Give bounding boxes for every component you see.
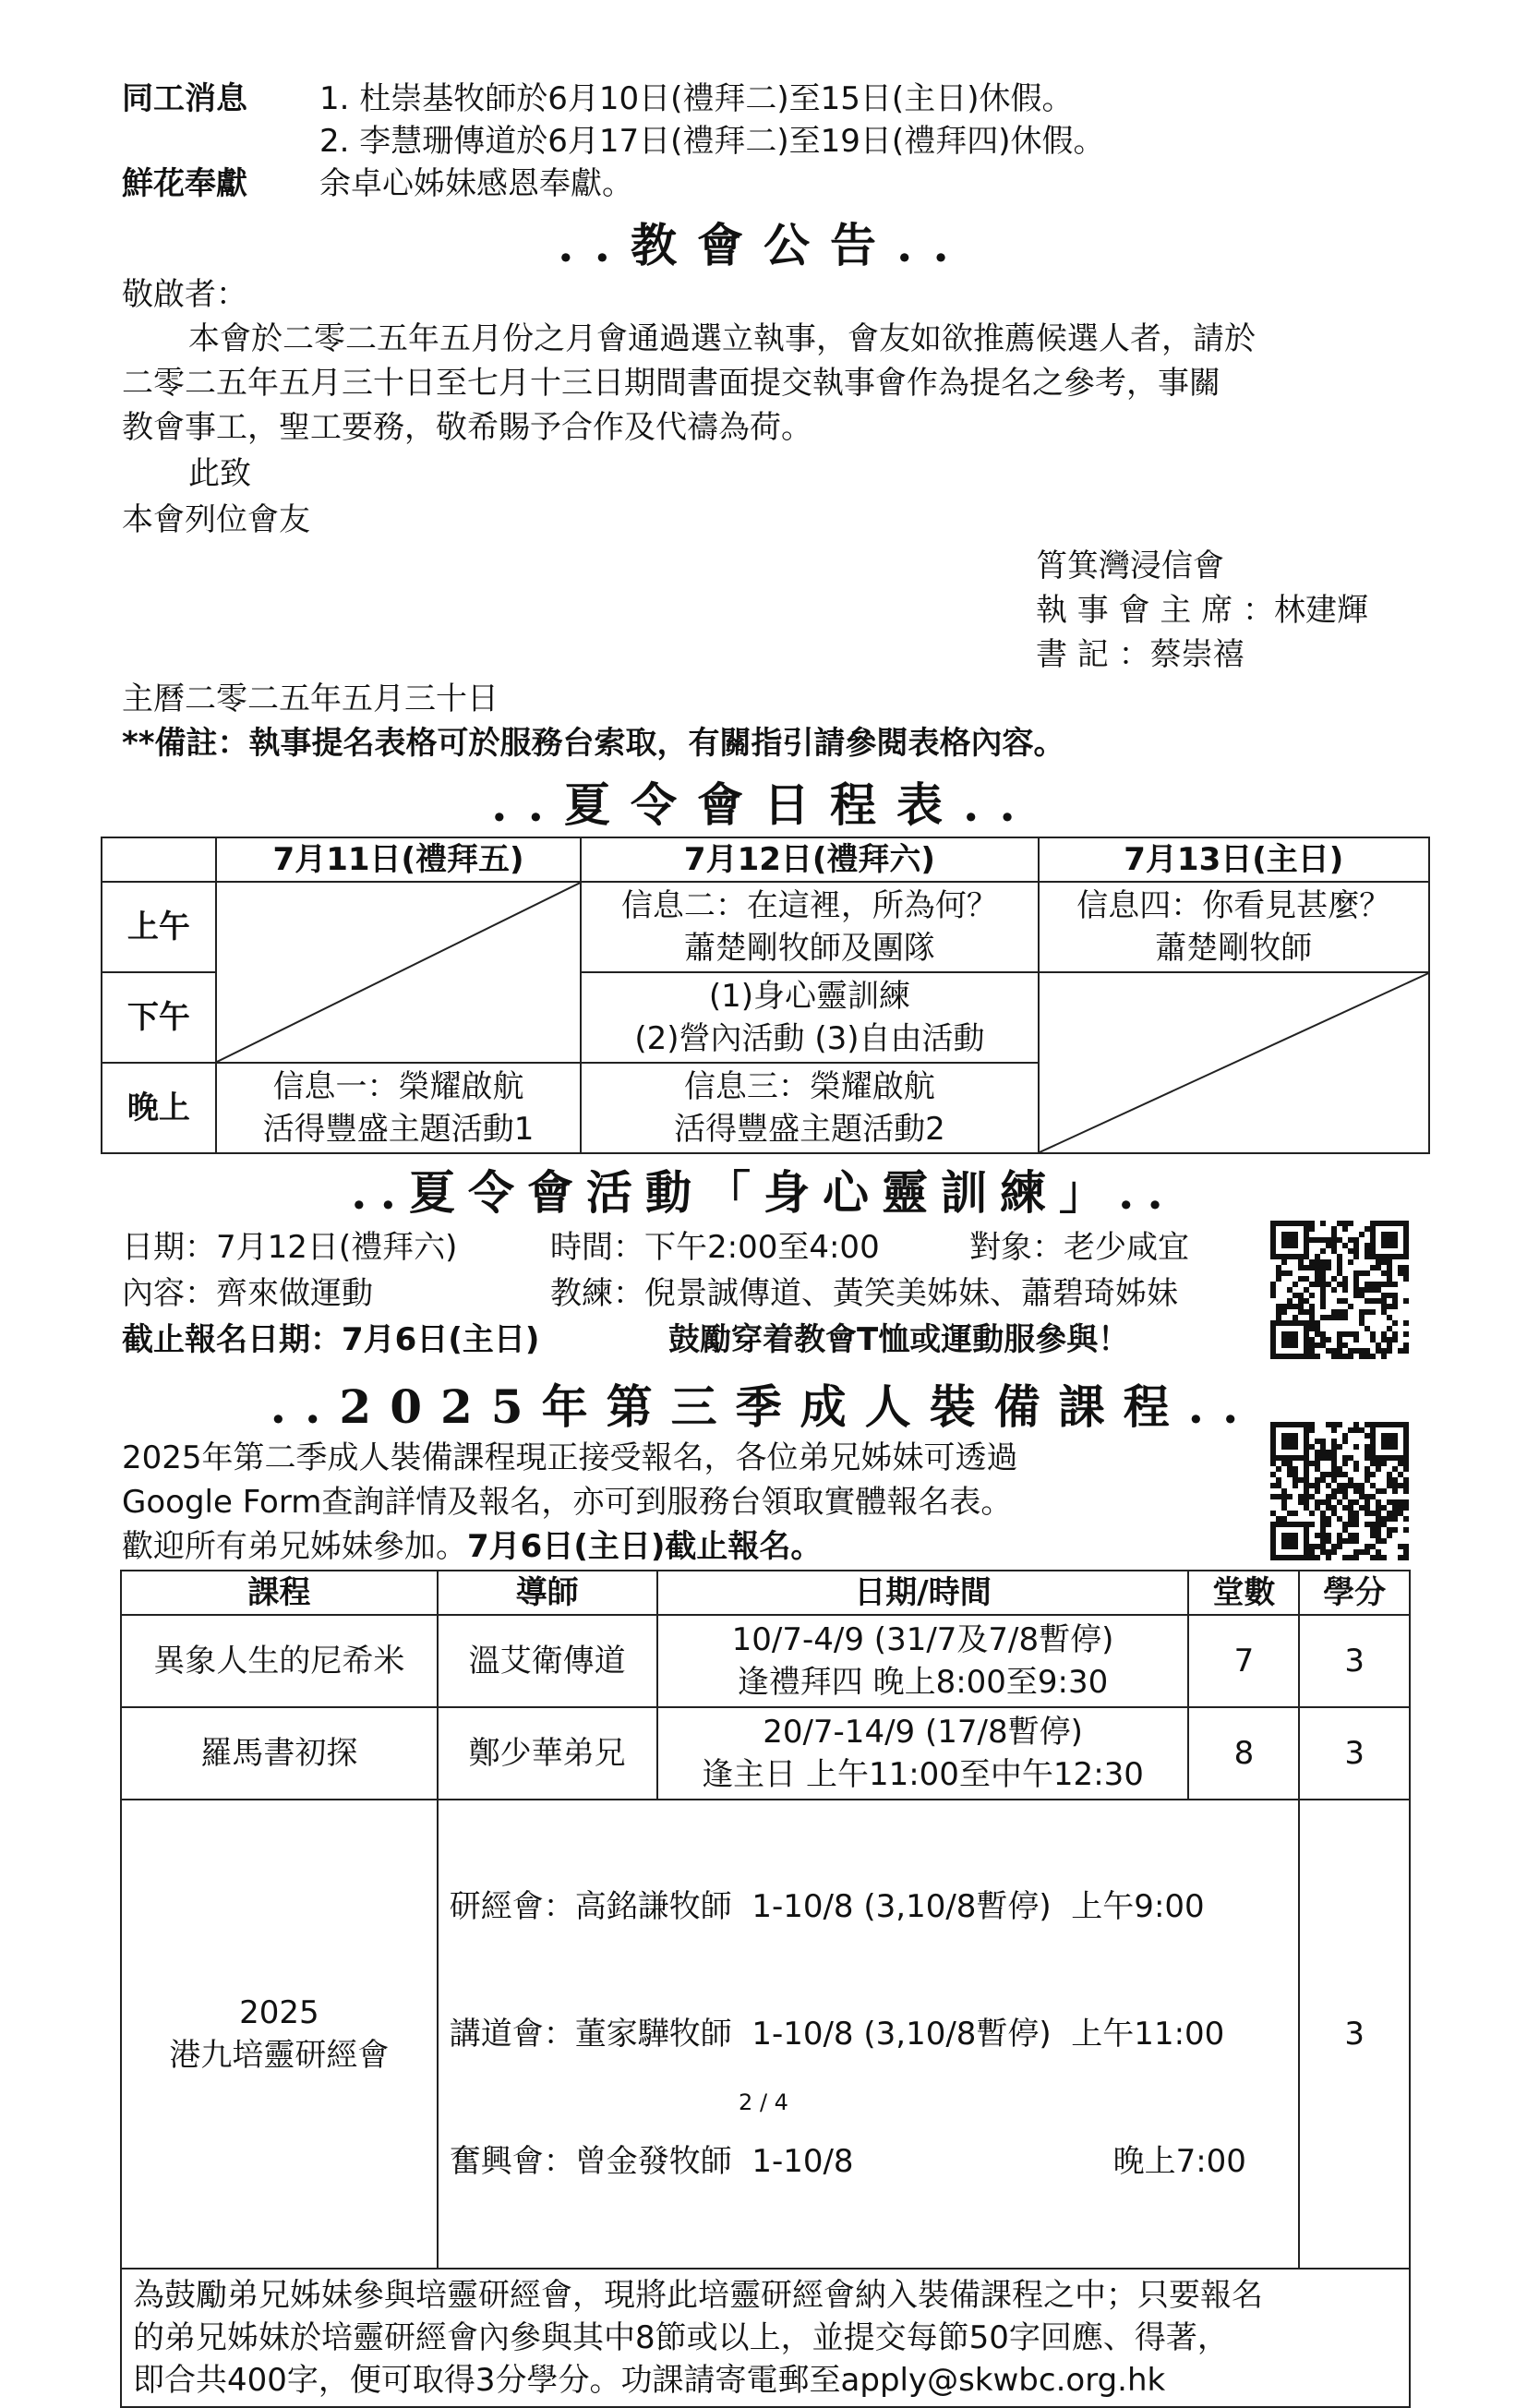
camp-schedule-table [101,837,1430,1154]
qr-module [1270,1293,1276,1298]
qr-module [1392,1488,1398,1494]
activity-content: 內容：齊來做運動 [122,1275,373,1312]
schedule-day-fri: 7月11日(禮拜五) [216,837,581,882]
course-time-line-1: 10/7-4/9 (31/7及7/8暫停) [731,1621,1114,1658]
sun-morning-line-2: 蕭楚剛牧師 [1155,930,1313,967]
course-credits: 3 [1299,1707,1410,1800]
qr-module [1326,1555,1331,1560]
qr-module [1370,1354,1376,1359]
course-time [657,1615,1189,1707]
qr-module [1293,1282,1298,1287]
schedule-row-afternoon: 下午 [102,972,216,1063]
sat-evening-line-1: 信息三：榮耀啟航 [683,1068,935,1105]
table-row [121,1800,1410,2269]
qr-module [1309,1427,1315,1433]
announcement-date: 主曆二零二五年五月三十日 [122,680,499,717]
qr-module [1403,1320,1409,1326]
qr-module [1342,1226,1348,1232]
table-row [121,1615,1410,1707]
chair-signature: 執 事 會 主 席 ：林建輝 [1036,592,1369,629]
qr-module [1392,1320,1398,1326]
qr-module [1337,1444,1342,1450]
activity-coach: 教練：倪景誠傳道、黃笑美姊妹、蕭碧琦姊妹 [550,1275,1178,1312]
qr-module [1403,1488,1409,1494]
qr-module [1353,1522,1359,1527]
course-time-line-2: 逢主日 上午11:00至中午12:30 [702,1756,1144,1793]
course-teacher: 溫艾衛傳道 [438,1615,657,1707]
courses-intro-deadline: 7月6日(主日)截止報名。 [467,1528,823,1565]
courses-intro-plain: 歡迎所有弟兄姊妹參加。 [122,1528,467,1565]
announcement-body-1: 本會於二零二五年五月份之月會通過選立執事，會友如欲推薦候選人者，請於 [188,320,1256,357]
qr-module [1348,1304,1353,1309]
camp-schedule-heading: ..夏令會日程表.. [491,777,1036,832]
qr-module [1381,1354,1387,1359]
qr-module [1331,1287,1337,1293]
courses-footnote [121,2269,1410,2407]
qr-module [1365,1270,1370,1276]
staff-news-label: 同工消息 [122,80,247,117]
sat-afternoon-line-1: (1)身心靈訓練 [708,978,911,1015]
convention-line-3: 奮興會：曾金發牧師 1-10/8 晚上7:00 [449,2143,1246,2180]
qr-module [1353,1444,1359,1450]
qr-module [1320,1221,1326,1226]
secretary-signature: 書 記 ：蔡崇禧 [1036,636,1244,673]
schedule-row-morning: 上午 [102,882,216,972]
convention-name [121,1800,438,2269]
qr-module [1392,1516,1398,1522]
qr-module [1403,1348,1409,1354]
qr-module [1315,1354,1320,1359]
course-name: 羅馬書初探 [121,1707,438,1800]
qr-module [1348,1354,1353,1359]
col-course: 課程 [121,1571,438,1615]
courses-table [120,1570,1411,2408]
qr-module [1381,1488,1387,1494]
qr-module [1342,1315,1348,1320]
activity-qr-code[interactable] [1270,1221,1409,1359]
qr-module [1370,1472,1376,1477]
schedule-day-sun: 7月13日(主日) [1039,837,1429,882]
qr-module [1281,1259,1287,1265]
qr-module [1403,1466,1409,1472]
course-time-line-1: 20/7-14/9 (17/8暫停) [763,1714,1083,1751]
announcement-body-3: 教會事工，聖工要務，敬希賜予合作及代禱為荷。 [122,409,812,446]
schedule-sat-afternoon [581,972,1038,1063]
course-time-line-2: 逢禮拜四 晚上8:00至9:30 [737,1664,1109,1701]
course-sessions: 7 [1188,1615,1299,1707]
qr-module [1403,1331,1409,1337]
courses-qr-code[interactable] [1270,1422,1409,1560]
qr-module [1326,1337,1331,1342]
qr-module [1309,1511,1315,1516]
course-credits: 3 [1299,1615,1410,1707]
page-number: 2 / 4 [739,2089,788,2115]
convention-line-2: 講道會：董家驊牧師 1-10/8 (3,10/8暫停) 上午11:00 [449,2016,1225,2053]
qr-module [1348,1221,1353,1226]
activity-target: 對象：老少咸宜 [969,1229,1189,1266]
qr-module [1403,1527,1409,1533]
footnote-line-2: 的弟兄姊妹於培靈研經會內參與其中8節或以上，並提交每節50字回應、得著， [133,2319,1229,2356]
convention-details [438,1800,1300,2269]
col-credits: 學分 [1299,1571,1410,1615]
qr-module [1293,1544,1298,1549]
qr-module [1276,1276,1281,1282]
activity-time: 時間：下午2:00至4:00 [550,1229,880,1266]
qr-module [1392,1444,1398,1450]
schedule-corner [102,837,216,882]
qr-module [1353,1337,1359,1342]
qr-module [1392,1527,1398,1533]
schedule-row-evening: 晚上 [102,1063,216,1153]
course-time [657,1707,1189,1800]
col-sessions: 堂數 [1188,1571,1299,1615]
qr-module [1331,1427,1337,1433]
schedule-sun-empty [1039,972,1429,1153]
qr-module [1293,1483,1298,1488]
sun-morning-line-1: 信息四：你看見甚麼？ [1076,887,1391,924]
qr-module [1326,1265,1331,1270]
qr-module [1353,1538,1359,1544]
table-row [121,1707,1410,1800]
flowers-label: 鮮花奉獻 [122,165,247,202]
course-teacher: 鄭少華弟兄 [438,1707,657,1800]
qr-module [1381,1538,1387,1544]
qr-module [1309,1226,1315,1232]
qr-module [1342,1439,1348,1444]
schedule-fri-evening [216,1063,581,1153]
qr-module [1276,1466,1281,1472]
qr-module [1403,1505,1409,1511]
flowers-text: 余卓心姊妹感恩奉獻。 [319,165,633,202]
qr-module [1315,1555,1320,1560]
course-name: 異象人生的尼希米 [121,1615,438,1707]
qr-module [1392,1243,1398,1248]
qr-module [1287,1270,1293,1276]
col-teacher: 導師 [438,1571,657,1615]
qr-module [1353,1254,1359,1259]
convention-name-line-1: 2025 [239,1994,319,2031]
schedule-fri-empty [216,882,581,1063]
qr-module [1403,1516,1409,1522]
qr-module [1281,1309,1287,1315]
qr-module [1320,1248,1326,1254]
announcement-heading: ..教會公告.. [558,218,969,272]
camp-activity-heading: ..夏令會活動「身心靈訓練」.. [351,1165,1176,1220]
qr-module [1392,1337,1398,1342]
qr-module [1320,1304,1326,1309]
staff-news-item-1: 1. 杜崇基牧師於6月10日(禮拜二)至15日(主日)休假。 [319,80,1074,117]
qr-module [1359,1232,1365,1237]
salutation: 敬啟者： [122,276,247,313]
activity-encourage: 鼓勵穿着教會T恤或運動服參與！ [668,1321,1130,1358]
qr-module [1348,1259,1353,1265]
courses-intro-3 [122,1525,822,1568]
qr-module [1387,1348,1392,1354]
qr-module [1370,1309,1376,1315]
church-name: 筲箕灣浸信會 [1036,548,1224,584]
qr-module [1353,1466,1359,1472]
courses-intro-1: 2025年第二季成人裝備課程現正接受報名，各位弟兄姊妹可透過 [122,1439,1018,1476]
sat-afternoon-line-2: (2)營內活動 (3)自由活動 [634,1020,985,1057]
qr-module [1287,1494,1293,1499]
course-sessions: 8 [1188,1707,1299,1800]
qr-module [1293,1342,1298,1348]
qr-module [1293,1444,1298,1450]
qr-module [1309,1293,1315,1298]
schedule-sun-morning [1039,882,1429,972]
schedule-sat-morning [581,882,1038,972]
qr-module [1315,1488,1320,1494]
qr-module [1403,1555,1409,1560]
qr-module [1293,1243,1298,1248]
qr-module [1381,1555,1387,1560]
footnote-line-1: 為鼓勵弟兄姊妹參與培靈研經會，現將此培靈研經會納入裝備課程之中；只要報名 [133,2277,1263,2314]
qr-module [1403,1254,1409,1259]
staff-news-item-2: 2. 李慧珊傳道於6月17日(禮拜二)至19日(禮拜四)休假。 [319,123,1105,160]
announcement-note: **備註：執事提名表格可於服務台索取，有關指引請參閱表格內容。 [122,725,1065,762]
qr-module [1337,1422,1342,1427]
qr-module [1326,1522,1331,1527]
courses-intro-2: Google Form查詢詳情及報名，亦可到服務台領取實體報名表。 [122,1484,1013,1521]
qr-module [1376,1466,1381,1472]
activity-deadline: 截止報名日期：7月6日(主日) [122,1321,540,1358]
qr-module [1381,1461,1387,1466]
fri-evening-line-2: 活得豐盛主題活動1 [262,1111,535,1148]
qr-module [1342,1287,1348,1293]
qr-module [1331,1549,1337,1555]
convention-line-1: 研經會：高銘謙牧師 1-10/8 (3,10/8暫停) 上午9:00 [449,1888,1205,1925]
recipient: 本會列位會友 [122,501,310,538]
qr-module [1337,1544,1342,1549]
activity-date: 日期：7月12日(禮拜六) [122,1229,458,1266]
courses-heading: ..2025年第三季成人裝備課程.. [270,1379,1257,1434]
qr-module [1353,1555,1359,1560]
qr-module [1293,1511,1298,1516]
schedule-sat-evening [581,1063,1038,1153]
sat-morning-line-2: 蕭楚剛牧師及團隊 [683,930,935,967]
convention-credits: 3 [1299,1800,1410,2269]
qr-module [1392,1304,1398,1309]
qr-module [1392,1282,1398,1287]
footnote-line-3: 即合共400字，便可取得3分學分。功課請寄電郵至apply@skwbc.org.hk [133,2362,1166,2399]
qr-module [1387,1533,1392,1538]
col-time: 日期/時間 [657,1571,1189,1615]
announcement-body-2: 二零二五年五月三十日至七月十三日期間書面提交執事會作為提名之參考，事關 [122,365,1220,402]
convention-name-line-2: 港九培靈研經會 [169,2037,390,2074]
qr-module [1403,1298,1409,1304]
sat-morning-line-1: 信息二：在這裡，所為何？ [620,887,998,924]
sat-evening-line-2: 活得豐盛主題活動2 [674,1111,945,1148]
qr-module [1342,1461,1348,1466]
schedule-day-sat: 7月12日(禮拜六) [581,837,1038,882]
qr-module [1309,1522,1315,1527]
fri-evening-line-1: 信息一：榮耀啟航 [272,1068,524,1105]
qr-module [1403,1276,1409,1282]
closing: 此致 [188,455,251,492]
